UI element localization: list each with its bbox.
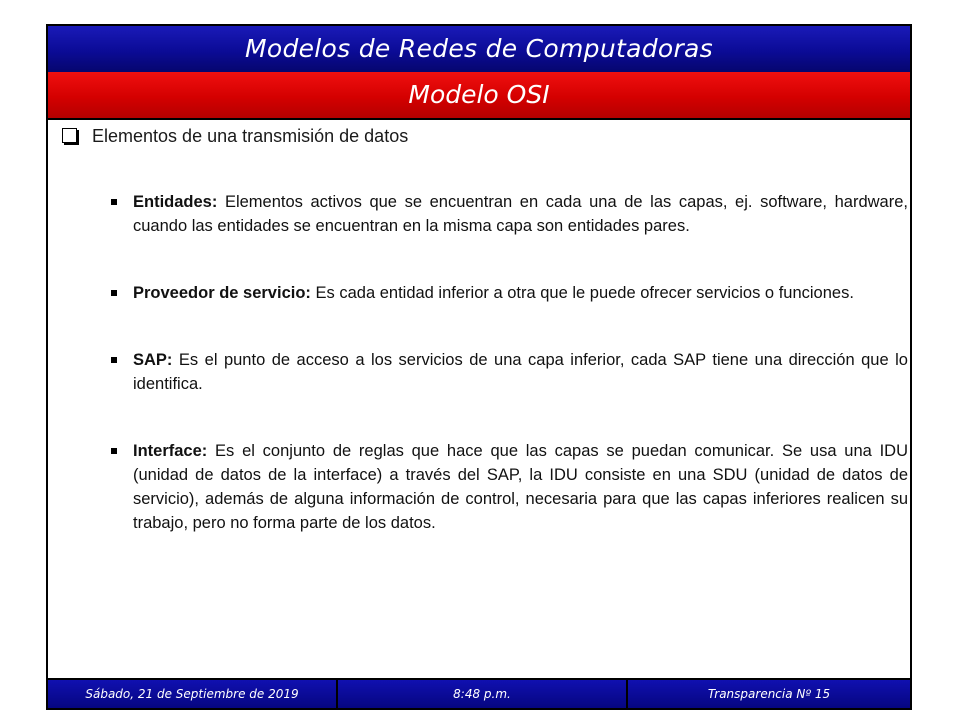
filled-square-bullet-icon	[111, 199, 117, 205]
slide-frame	[46, 24, 912, 710]
bullet-text: Elementos activos que se encuentran en cada una de las capas, ej. software, hardware, cuando las entidades se encuentran en la misma capa son entidades pares.	[133, 193, 908, 235]
bullet-term: Proveedor de servicio:	[133, 284, 311, 302]
slide-title-bar	[48, 26, 910, 74]
hollow-square-bullet-icon	[62, 128, 77, 143]
bullet-term: Interface:	[133, 442, 208, 460]
footer-date: Sábado, 21 de Septiembre de 2019	[48, 680, 338, 708]
filled-square-bullet-icon	[111, 448, 117, 454]
section-heading	[62, 126, 408, 147]
bullet-item-proveedor	[108, 281, 908, 305]
footer-time: 8:48 p.m.	[338, 680, 628, 708]
bullet-item-sap	[108, 348, 908, 396]
slide-subtitle: Modelo OSI	[408, 80, 550, 109]
filled-square-bullet-icon	[111, 290, 117, 296]
bullet-text: Es cada entidad inferior a otra que le puede ofrecer servicios o funciones.	[310, 284, 854, 302]
bullet-term: SAP:	[133, 351, 173, 369]
bullet-item-interface	[108, 439, 908, 535]
filled-square-bullet-icon	[111, 357, 117, 363]
bullet-list	[108, 190, 908, 578]
slide-subtitle-bar	[48, 72, 910, 120]
footer-slide-number: Transparencia Nº 15	[707, 687, 831, 701]
slide-footer	[48, 678, 910, 708]
bullet-term: Entidades:	[133, 193, 218, 211]
bullet-text: Es el punto de acceso a los servicios de una capa inferior, cada SAP tiene una dirección que lo identifica.	[133, 351, 908, 393]
bullet-text: Es el conjunto de reglas que hace que las capas se puedan comunicar. Se usa una IDU (unidad de datos de la interface) a través del SAP, la IDU consiste en una SDU (unidad de datos de servicio), además de alguna información de control, necesaria para que las capas inferiores realicen su trabajo, pero no forma parte de los datos.	[133, 442, 908, 532]
slide-title: Modelos de Redes de Computadoras	[244, 34, 714, 63]
section-heading-text: Elementos de una transmisión de datos	[92, 126, 409, 146]
bullet-item-entidades	[108, 190, 908, 238]
